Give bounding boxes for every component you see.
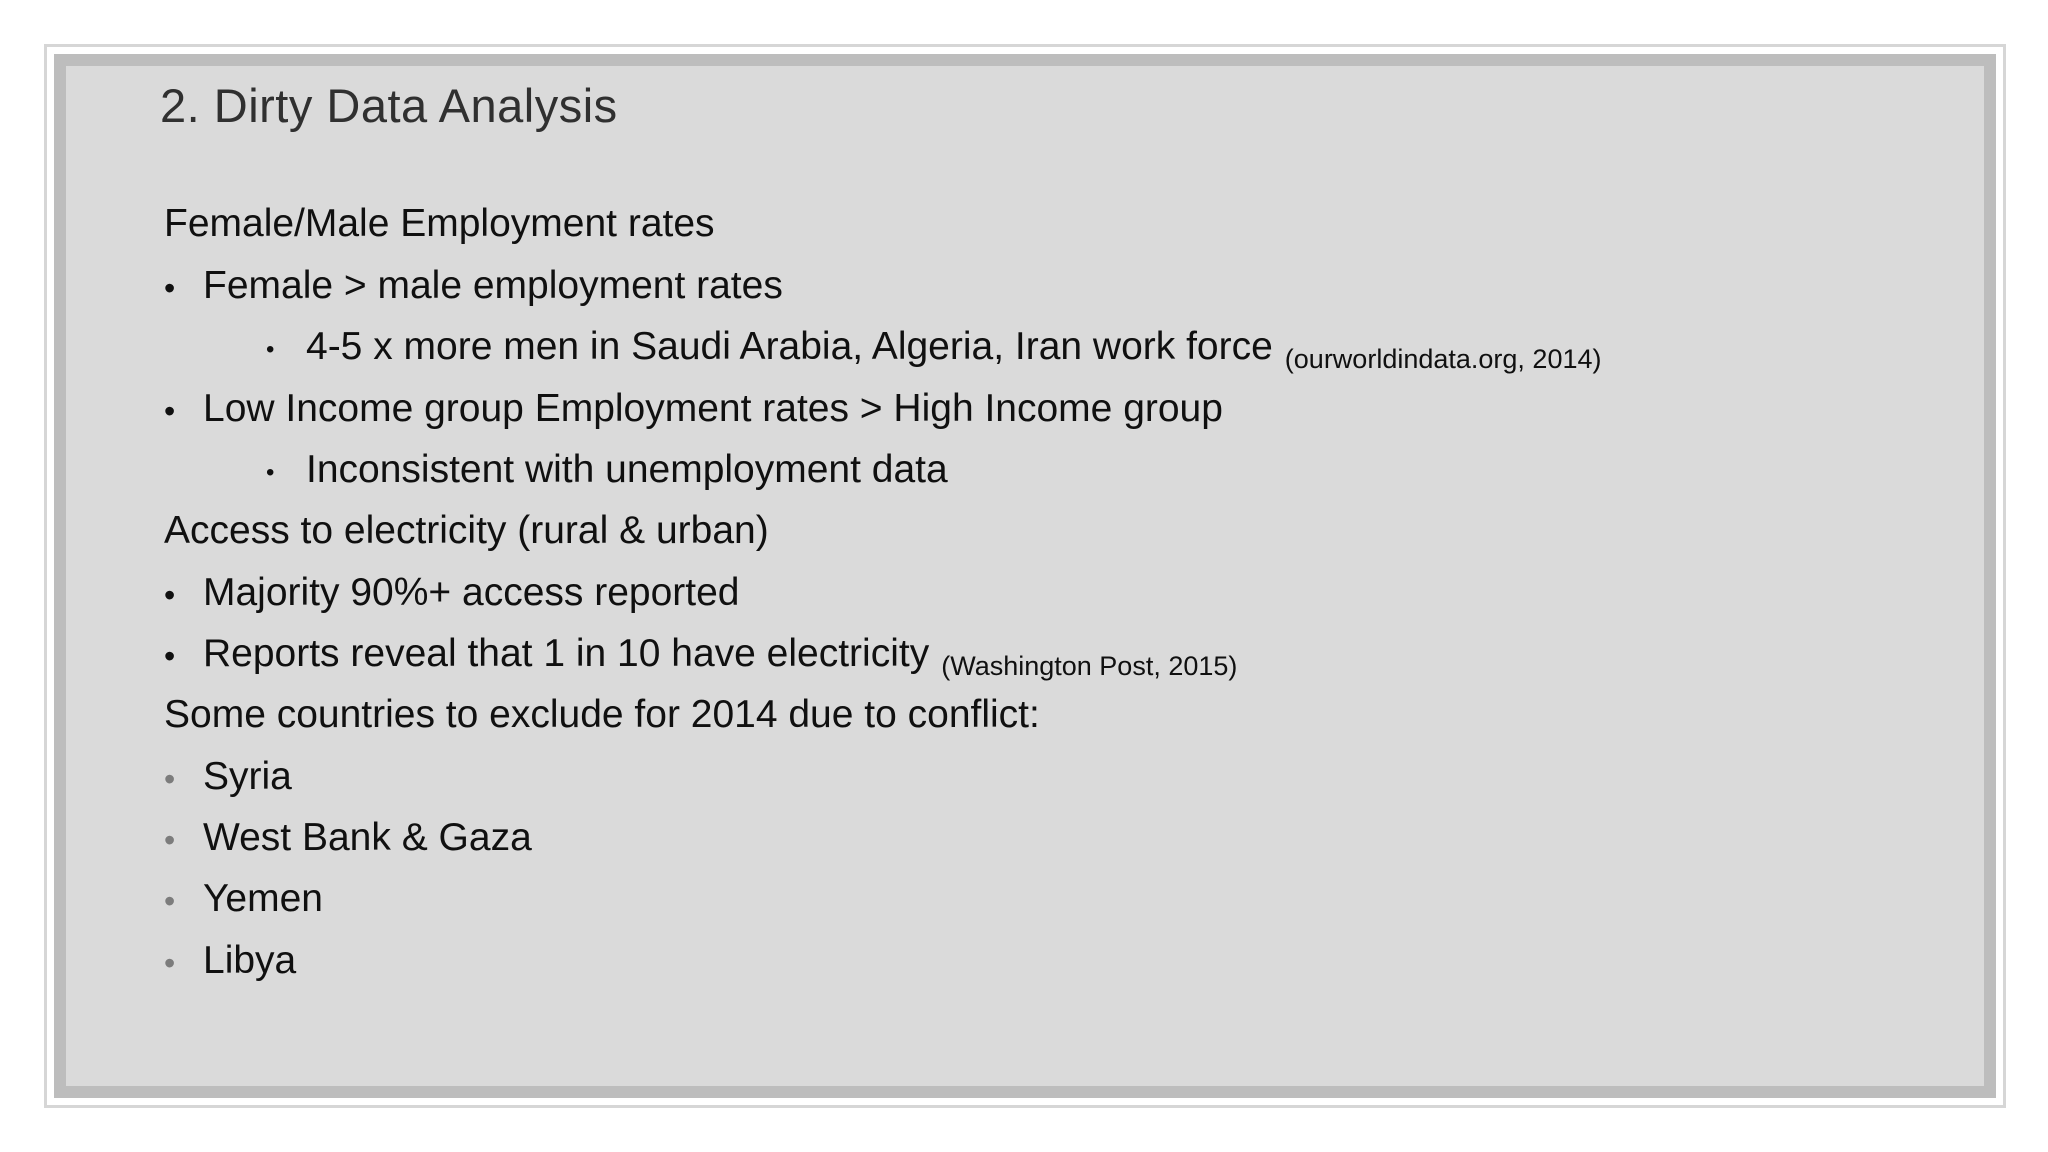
conflict-country-item: Libya xyxy=(203,939,297,982)
employment-sub-bullet-1 xyxy=(306,327,1601,373)
employment-bullet-1: Female > male employment rates xyxy=(203,264,783,307)
bullet-icon: • xyxy=(164,945,176,981)
employment-sub-bullet-1-text: 4-5 x more men in Saudi Arabia, Algeria, Iran work force xyxy=(306,325,1273,368)
conflict-country-item: Yemen xyxy=(203,877,323,920)
electricity-bullet-2 xyxy=(203,634,1237,680)
employment-sub-bullet-2: Inconsistent with unemployment data xyxy=(306,448,948,491)
bullet-icon: • xyxy=(164,270,176,306)
electricity-bullet-2-citation: (Washington Post, 2015) xyxy=(941,651,1238,682)
bullet-icon: • xyxy=(164,761,176,797)
slide-title: 2. Dirty Data Analysis xyxy=(160,79,618,132)
employment-heading: Female/Male Employment rates xyxy=(164,202,715,245)
bullet-icon: • xyxy=(164,822,176,858)
sub-bullet-icon: • xyxy=(266,336,275,363)
conflict-country-item: West Bank & Gaza xyxy=(203,816,532,859)
conflict-heading: Some countries to exclude for 2014 due to conflict: xyxy=(164,693,1040,736)
conflict-country-item: Syria xyxy=(203,755,292,798)
electricity-bullet-2-text: Reports reveal that 1 in 10 have electricity xyxy=(203,632,930,675)
employment-sub-bullet-1-citation: (ourworldindata.org, 2014) xyxy=(1284,344,1602,375)
bullet-icon: • xyxy=(164,577,176,613)
bullet-icon: • xyxy=(164,638,176,674)
bullet-icon: • xyxy=(164,883,176,919)
electricity-bullet-1: Majority 90%+ access reported xyxy=(203,571,740,614)
sub-bullet-icon: • xyxy=(266,459,275,486)
electricity-heading: Access to electricity (rural & urban) xyxy=(164,509,769,552)
bullet-icon: • xyxy=(164,393,176,429)
employment-bullet-2: Low Income group Employment rates > High Income group xyxy=(203,387,1223,430)
